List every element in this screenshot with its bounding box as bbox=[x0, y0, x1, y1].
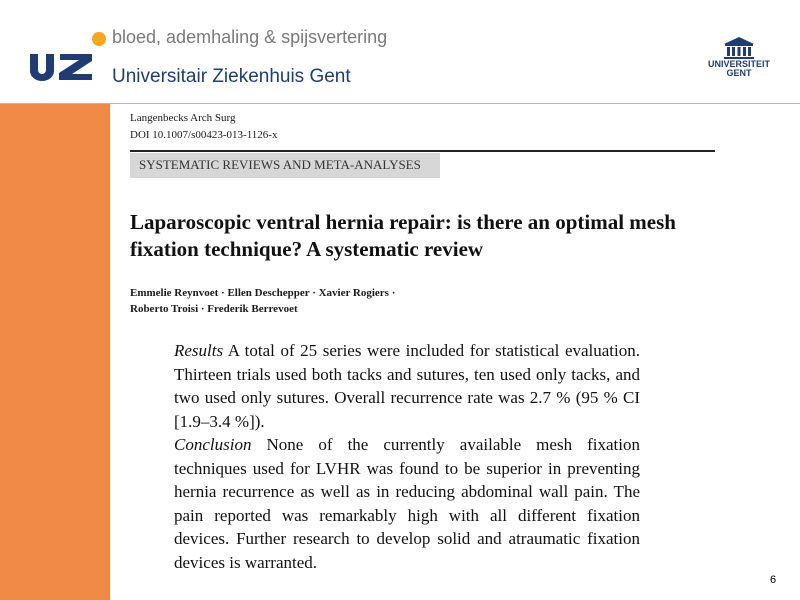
university-logo bbox=[700, 36, 778, 86]
paper-title: Laparoscopic ventral hernia repair: is there an optimal mesh fixation technique? A systematic review bbox=[130, 210, 676, 261]
department-tagline: bloed, ademhaling & spijsvertering bbox=[112, 27, 388, 47]
conclusion-text: None of the currently available mesh fixation techniques used for LVHR was found to be superior in preventing hernia recurrence as well as in reducing abdominal wall pain. The pain reported was remarkably high with all different fixation devices. Further research to develop solid and atraumatic fixation devices is warranted. bbox=[174, 435, 640, 572]
results-heading: Results bbox=[174, 341, 224, 360]
university-name-line2: GENT bbox=[726, 68, 752, 78]
university-name-line1: UNIVERSITEIT bbox=[707, 59, 770, 69]
header-rule bbox=[130, 150, 715, 152]
header-divider bbox=[0, 103, 800, 104]
authors-line: Emmelie Reynvoet · Ellen Deschepper · Xavier Rogiers · bbox=[130, 287, 396, 299]
uz-logo bbox=[28, 53, 94, 81]
slide-header bbox=[0, 0, 800, 104]
page-number: 6 bbox=[770, 574, 777, 586]
paper-authors bbox=[130, 285, 630, 317]
paper-doi: DOI 10.1007/s00423-013-1126-x bbox=[130, 129, 278, 141]
orange-dot-icon bbox=[92, 32, 106, 46]
abstract-excerpt bbox=[174, 339, 640, 574]
results-paragraph bbox=[174, 339, 640, 433]
university-building-icon bbox=[722, 36, 756, 60]
authors-line: Roberto Troisi · Frederik Berrevoet bbox=[130, 303, 298, 315]
section-label: SYSTEMATIC REVIEWS AND META-ANALYSES bbox=[139, 157, 421, 172]
section-banner bbox=[130, 153, 440, 178]
journal-name: Langenbecks Arch Surg bbox=[130, 112, 236, 124]
conclusion-heading: Conclusion bbox=[174, 435, 252, 454]
orange-sidebar-bar bbox=[0, 104, 110, 600]
conclusion-paragraph bbox=[174, 433, 640, 574]
results-text: A total of 25 series were included for statistical evaluation. Thirteen trials used both tacks and sutures, ten used only tacks, and two used only sutures. Overall recurrence rate was 2.7 % (95 % CI [1.9–3.4 %]). bbox=[174, 341, 640, 431]
hospital-name: Universitair Ziekenhuis Gent bbox=[112, 66, 351, 87]
